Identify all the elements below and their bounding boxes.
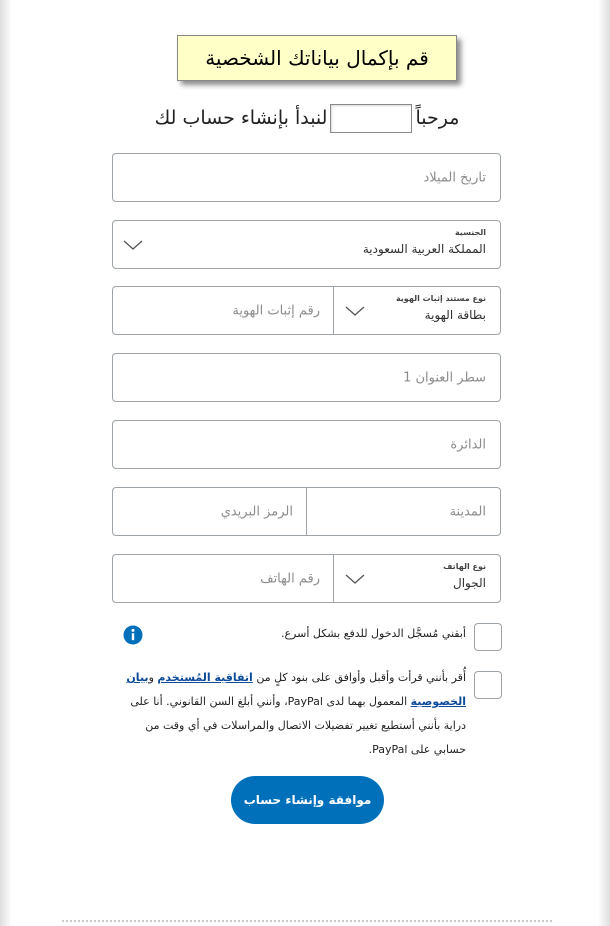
- footer-divider: [62, 920, 552, 922]
- chevron-down-icon: [344, 573, 366, 585]
- phone-number-field[interactable]: [113, 555, 334, 602]
- postal-code-field[interactable]: [113, 488, 307, 535]
- privacy-statement-link[interactable]: بيان الخصوصية: [126, 671, 466, 708]
- chevron-down-icon: [344, 305, 366, 317]
- id-number-placeholder: رقم إثبات الهوية: [232, 303, 320, 318]
- welcome-suffix: لنبدأ بإنشاء حساب لك: [154, 107, 328, 129]
- nationality-label: الجنسية: [454, 228, 486, 237]
- agreement-part2: المعمول بهما لدى PayPal، وأنني أبلغ السن القانوني. أنا على دراية بأنني أستطيع تغيير تفضيلات الاتصال والمراسلات في أي وقت من حسابي على PayPal.: [130, 695, 466, 756]
- city-placeholder: المدينة: [449, 504, 486, 519]
- page-title: قم بإكمال بياناتك الشخصية: [205, 46, 429, 70]
- page-edge-right: [598, 0, 610, 926]
- stay-logged-in-label: أبقني مُسجَّل الدخول للدفع بشكل أسرع.: [280, 627, 466, 640]
- dob-field[interactable]: [112, 153, 501, 202]
- user-agreement-link[interactable]: اتفاقية المُستخدم: [157, 671, 253, 684]
- city-field[interactable]: [307, 488, 500, 535]
- phone-type-select[interactable]: [334, 555, 500, 602]
- district-field[interactable]: [112, 420, 501, 469]
- dob-placeholder: تاريخ الميلاد: [423, 170, 486, 185]
- welcome-prefix: مرحباً: [415, 107, 460, 129]
- agreement-part1: أُقر بأنني قرأت وأقبل وأوافق على بنود كلٍ من: [252, 671, 466, 684]
- info-icon[interactable]: [123, 625, 143, 645]
- district-placeholder: الدائرة: [450, 437, 486, 452]
- page-title-banner: [177, 35, 457, 81]
- nationality-select[interactable]: [112, 220, 501, 269]
- city-postal-row: [112, 487, 501, 536]
- postal-code-placeholder: الرمز البريدي: [220, 504, 293, 519]
- phone-number-placeholder: رقم الهاتف: [260, 571, 320, 586]
- phone-type-label: نوع الهاتف: [443, 562, 486, 571]
- agreement-text: [126, 666, 466, 762]
- agreement-and: و: [148, 671, 158, 684]
- stay-logged-in-checkbox[interactable]: [474, 623, 502, 651]
- id-type-select[interactable]: [334, 287, 500, 334]
- address-line1-placeholder: سطر العنوان 1: [403, 370, 486, 385]
- id-type-value: بطاقة الهوية: [424, 308, 486, 322]
- page-edge-left: [0, 0, 12, 926]
- phone-row: [112, 554, 501, 603]
- agreement-checkbox[interactable]: [474, 671, 502, 699]
- id-row: [112, 286, 501, 335]
- stay-logged-in-text: [266, 622, 466, 646]
- nationality-value: المملكة العربية السعودية: [362, 242, 486, 256]
- welcome-line: [112, 98, 502, 138]
- id-number-field[interactable]: [113, 287, 334, 334]
- chevron-down-icon: [122, 239, 144, 251]
- id-type-label: نوع مستند إثبات الهوية: [395, 294, 486, 303]
- phone-type-value: الجوال: [453, 576, 486, 590]
- user-name-box: [330, 104, 412, 133]
- address-line1-field[interactable]: [112, 353, 501, 402]
- agree-create-account-button[interactable]: موافقة وإنشاء حساب: [231, 776, 384, 824]
